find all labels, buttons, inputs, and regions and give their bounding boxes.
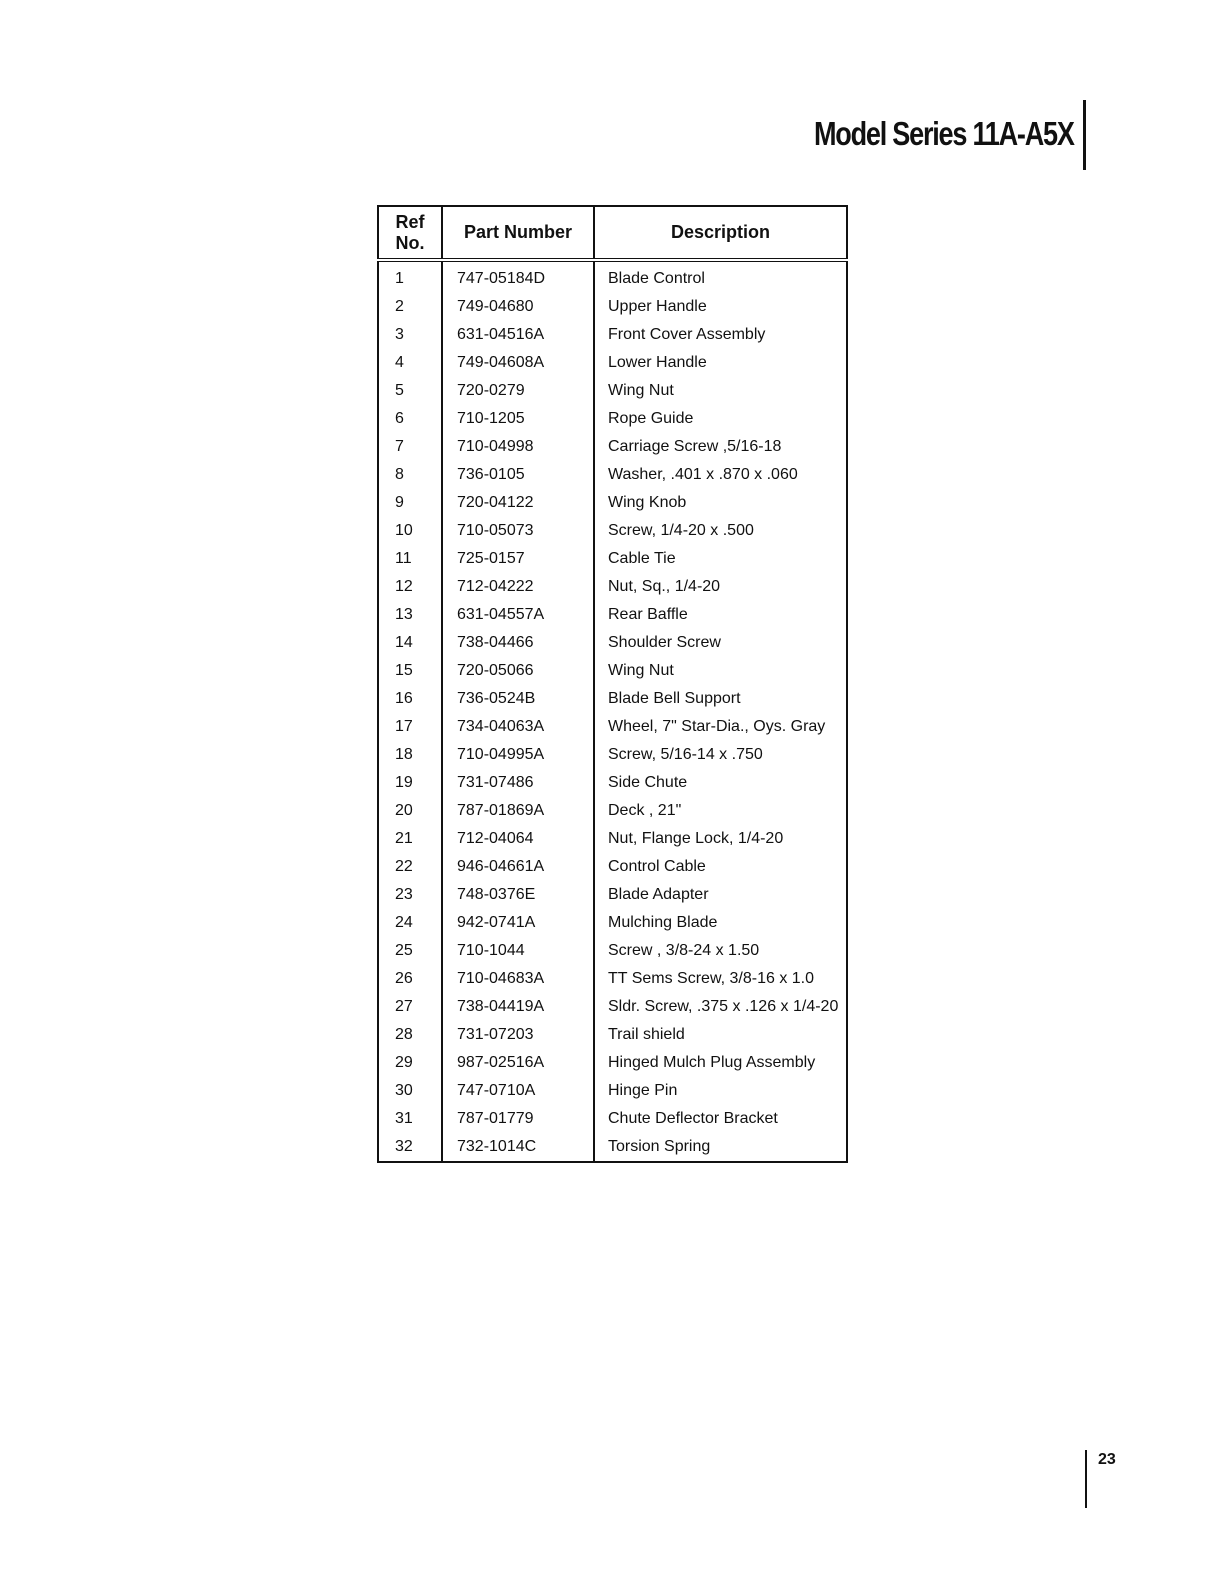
table-row <box>378 293 847 321</box>
table-row <box>378 629 847 657</box>
ref-cell: 19 <box>395 774 413 791</box>
ref-cell: 13 <box>395 606 413 623</box>
description-cell: Screw , 3/8-24 x 1.50 <box>594 937 847 965</box>
part-number-cell: 725-0157 <box>442 545 594 573</box>
part-number-cell: 710-1044 <box>442 937 594 965</box>
ref-cell: 9 <box>395 494 404 511</box>
table-row <box>378 433 847 461</box>
table-row <box>378 713 847 741</box>
description-cell: Rear Baffle <box>594 601 847 629</box>
table-row <box>378 657 847 685</box>
ref-cell: 17 <box>395 718 413 735</box>
part-number-cell: 749-04608A <box>442 349 594 377</box>
description-cell: Front Cover Assembly <box>594 321 847 349</box>
part-number-cell: 736-0105 <box>442 461 594 489</box>
description-cell: Wheel, 7" Star-Dia., Oys. Gray <box>594 713 847 741</box>
table-row <box>378 1105 847 1133</box>
table-row <box>378 1021 847 1049</box>
table-row <box>378 545 847 573</box>
ref-cell: 7 <box>395 438 404 455</box>
table-row <box>378 965 847 993</box>
part-number-cell: 738-04419A <box>442 993 594 1021</box>
part-number-cell: 734-04063A <box>442 713 594 741</box>
description-cell: Lower Handle <box>594 349 847 377</box>
page-title: Model Series 11A-A5X <box>814 115 1074 152</box>
description-cell: Wing Nut <box>594 377 847 405</box>
description-cell: Washer, .401 x .870 x .060 <box>594 461 847 489</box>
ref-cell: 18 <box>395 746 413 763</box>
ref-cell: 22 <box>395 858 413 875</box>
ref-cell: 25 <box>395 942 413 959</box>
parts-table-body <box>378 260 847 1162</box>
part-number-cell: 712-04064 <box>442 825 594 853</box>
part-number-cell: 710-04998 <box>442 433 594 461</box>
ref-cell: 16 <box>395 690 413 707</box>
description-cell: Upper Handle <box>594 293 847 321</box>
description-cell: Side Chute <box>594 769 847 797</box>
ref-cell: 28 <box>395 1026 413 1043</box>
table-row <box>378 349 847 377</box>
part-number-cell: 749-04680 <box>442 293 594 321</box>
ref-cell: 11 <box>395 550 412 567</box>
ref-cell: 23 <box>395 886 413 903</box>
part-number-cell: 720-05066 <box>442 657 594 685</box>
part-number-cell: 736-0524B <box>442 685 594 713</box>
ref-cell: 5 <box>395 382 404 399</box>
table-row <box>378 461 847 489</box>
description-cell: Blade Bell Support <box>594 685 847 713</box>
header-description: Description <box>594 206 847 260</box>
ref-cell: 26 <box>395 970 413 987</box>
ref-cell: 4 <box>395 354 404 371</box>
ref-cell: 32 <box>395 1138 413 1155</box>
table-row <box>378 797 847 825</box>
description-cell: Blade Control <box>594 260 847 293</box>
part-number-cell: 731-07203 <box>442 1021 594 1049</box>
page-number: 23 <box>1098 1451 1116 1468</box>
table-row <box>378 881 847 909</box>
ref-cell: 20 <box>395 802 413 819</box>
ref-cell: 10 <box>395 522 413 539</box>
description-cell: Wing Knob <box>594 489 847 517</box>
ref-cell: 3 <box>395 326 404 343</box>
table-row <box>378 377 847 405</box>
part-number-cell: 710-1205 <box>442 405 594 433</box>
description-cell: Cable Tie <box>594 545 847 573</box>
table-row <box>378 937 847 965</box>
table-row <box>378 685 847 713</box>
table-row <box>378 489 847 517</box>
ref-cell: 24 <box>395 914 413 931</box>
part-number-cell: 942-0741A <box>442 909 594 937</box>
description-cell: Trail shield <box>594 1021 847 1049</box>
table-row <box>378 853 847 881</box>
description-cell: Mulching Blade <box>594 909 847 937</box>
table-row <box>378 1133 847 1162</box>
header-ref-label: Ref No. <box>395 211 425 253</box>
description-cell: Shoulder Screw <box>594 629 847 657</box>
table-row <box>378 909 847 937</box>
part-number-cell: 720-04122 <box>442 489 594 517</box>
description-cell: Rope Guide <box>594 405 847 433</box>
table-row <box>378 741 847 769</box>
ref-cell: 31 <box>395 1110 413 1127</box>
part-number-cell: 748-0376E <box>442 881 594 909</box>
description-cell: Screw, 5/16-14 x .750 <box>594 741 847 769</box>
ref-cell: 30 <box>395 1082 413 1099</box>
page-number-divider <box>1085 1450 1087 1508</box>
ref-cell: 15 <box>395 662 413 679</box>
part-number-cell: 787-01869A <box>442 797 594 825</box>
part-number-cell: 731-07486 <box>442 769 594 797</box>
ref-cell: 12 <box>395 578 413 595</box>
table-header-row <box>378 206 847 260</box>
description-cell: Torsion Spring <box>594 1133 847 1162</box>
ref-cell: 2 <box>395 298 404 315</box>
part-number-cell: 710-04683A <box>442 965 594 993</box>
table-row <box>378 1077 847 1105</box>
ref-cell: 21 <box>395 830 413 847</box>
part-number-cell: 946-04661A <box>442 853 594 881</box>
part-number-cell: 631-04557A <box>442 601 594 629</box>
table-row <box>378 405 847 433</box>
table-row <box>378 993 847 1021</box>
description-cell: Screw, 1/4-20 x .500 <box>594 517 847 545</box>
description-cell: Chute Deflector Bracket <box>594 1105 847 1133</box>
part-number-cell: 787-01779 <box>442 1105 594 1133</box>
ref-cell: 29 <box>395 1054 413 1071</box>
description-cell: Sldr. Screw, .375 x .126 x 1/4-20 <box>594 993 847 1021</box>
table-row <box>378 260 847 293</box>
description-cell: Nut, Sq., 1/4-20 <box>594 573 847 601</box>
part-number-cell: 747-0710A <box>442 1077 594 1105</box>
part-number-cell: 720-0279 <box>442 377 594 405</box>
description-cell: Deck , 21" <box>594 797 847 825</box>
ref-cell: 8 <box>395 466 404 483</box>
description-cell: Hinged Mulch Plug Assembly <box>594 1049 847 1077</box>
part-number-cell: 732-1014C <box>442 1133 594 1162</box>
table-row <box>378 769 847 797</box>
ref-cell: 14 <box>395 634 413 651</box>
part-number-cell: 738-04466 <box>442 629 594 657</box>
ref-cell: 1 <box>395 270 404 287</box>
part-number-cell: 712-04222 <box>442 573 594 601</box>
table-row <box>378 573 847 601</box>
description-cell: Hinge Pin <box>594 1077 847 1105</box>
description-cell: Carriage Screw ,5/16-18 <box>594 433 847 461</box>
ref-cell: 27 <box>395 998 413 1015</box>
description-cell: Blade Adapter <box>594 881 847 909</box>
table-row <box>378 601 847 629</box>
part-number-cell: 631-04516A <box>442 321 594 349</box>
description-cell: Nut, Flange Lock, 1/4-20 <box>594 825 847 853</box>
title-divider <box>1083 100 1086 170</box>
table-row <box>378 825 847 853</box>
description-cell: Wing Nut <box>594 657 847 685</box>
part-number-cell: 747-05184D <box>442 260 594 293</box>
part-number-cell: 987-02516A <box>442 1049 594 1077</box>
description-cell: TT Sems Screw, 3/8-16 x 1.0 <box>594 965 847 993</box>
header-part-number: Part Number <box>442 206 594 260</box>
table-row <box>378 517 847 545</box>
part-number-cell: 710-04995A <box>442 741 594 769</box>
part-number-cell: 710-05073 <box>442 517 594 545</box>
parts-table <box>377 205 848 1163</box>
table-row <box>378 1049 847 1077</box>
table-row <box>378 321 847 349</box>
description-cell: Control Cable <box>594 853 847 881</box>
ref-cell: 6 <box>395 410 404 427</box>
header-ref <box>378 206 442 260</box>
